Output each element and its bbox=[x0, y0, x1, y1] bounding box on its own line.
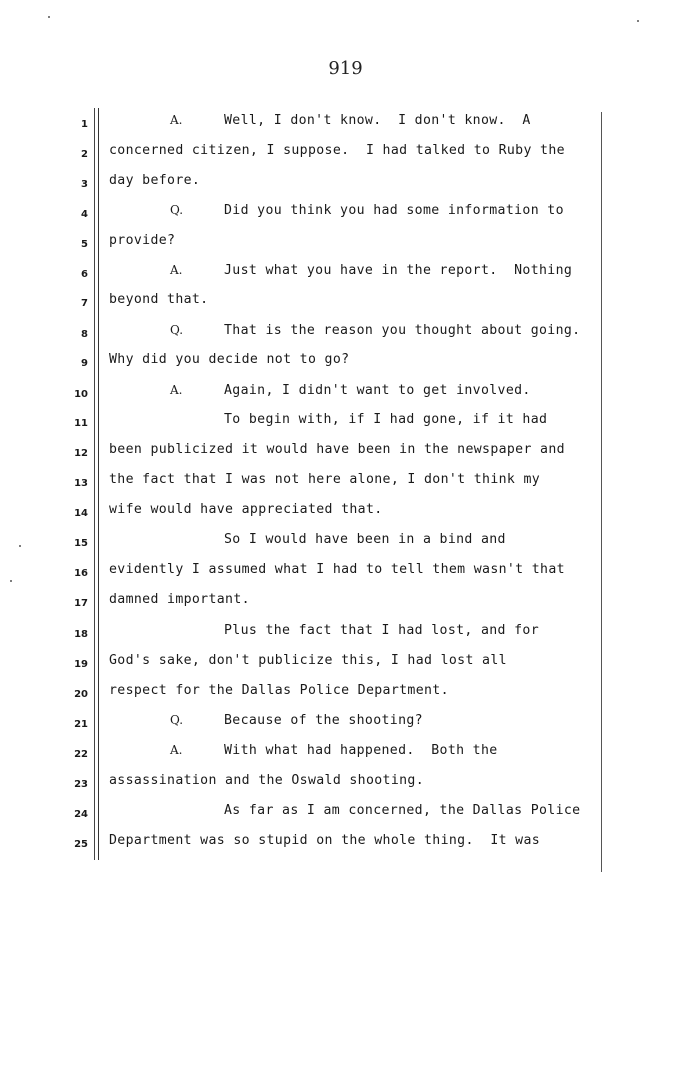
line-number: 14 bbox=[74, 508, 88, 519]
line-number: 18 bbox=[74, 629, 88, 640]
speaker-label: A. bbox=[170, 263, 183, 277]
line-number: 8 bbox=[81, 329, 88, 340]
line-text: Just what you have in the report. Nothing bbox=[224, 263, 573, 278]
line-number: 9 bbox=[81, 358, 88, 369]
line-number: 25 bbox=[74, 839, 88, 850]
transcript-line bbox=[0, 532, 691, 552]
page-number: 919 bbox=[328, 58, 363, 79]
line-text: Plus the fact that I had lost, and for bbox=[224, 623, 540, 638]
line-number: 20 bbox=[74, 689, 88, 700]
line-number: 10 bbox=[74, 389, 88, 400]
speaker-label: Q. bbox=[170, 203, 184, 217]
line-text: Well, I don't know. I don't know. A bbox=[224, 113, 531, 128]
line-text: provide? bbox=[109, 233, 176, 248]
line-text: assassination and the Oswald shooting. bbox=[109, 773, 425, 788]
line-text: respect for the Dallas Police Department. bbox=[109, 683, 449, 698]
transcript-line bbox=[0, 773, 691, 793]
scan-speck bbox=[48, 16, 50, 18]
transcript-line bbox=[0, 803, 691, 823]
line-number: 3 bbox=[81, 179, 88, 190]
line-text: damned important. bbox=[109, 592, 250, 607]
speaker-label: A. bbox=[170, 743, 183, 757]
transcript-line bbox=[0, 743, 691, 763]
transcript-line bbox=[0, 292, 691, 312]
speaker-label: Q. bbox=[170, 713, 184, 727]
line-text: the fact that I was not here alone, I don't think my bbox=[109, 472, 541, 487]
line-text: So I would have been in a bind and bbox=[224, 532, 506, 547]
transcript-line bbox=[0, 412, 691, 432]
line-number: 24 bbox=[74, 809, 88, 820]
line-text: day before. bbox=[109, 173, 201, 188]
transcript-line bbox=[0, 833, 691, 853]
line-number: 2 bbox=[81, 149, 88, 160]
line-number: 13 bbox=[74, 478, 88, 489]
transcript-line bbox=[0, 623, 691, 643]
transcript-line bbox=[0, 653, 691, 673]
line-text: been publicized it would have been in the newspaper and bbox=[109, 442, 565, 457]
speaker-label: A. bbox=[170, 113, 183, 127]
line-text: evidently I assumed what I had to tell them wasn't that bbox=[109, 562, 565, 577]
speaker-label: Q. bbox=[170, 323, 184, 337]
line-number: 6 bbox=[81, 269, 88, 280]
transcript-line bbox=[0, 263, 691, 283]
line-text: Because of the shooting? bbox=[224, 713, 423, 728]
line-text: Did you think you had some information to bbox=[224, 203, 564, 218]
line-text: That is the reason you thought about going. bbox=[224, 323, 581, 338]
line-text: beyond that. bbox=[109, 292, 209, 307]
line-text: Again, I didn't want to get involved. bbox=[224, 383, 531, 398]
transcript-line bbox=[0, 203, 691, 223]
line-number: 15 bbox=[74, 538, 88, 549]
line-text: Department was so stupid on the whole thing. It was bbox=[109, 833, 541, 848]
transcript-line bbox=[0, 383, 691, 403]
speaker-label: A. bbox=[170, 383, 183, 397]
line-text: wife would have appreciated that. bbox=[109, 502, 383, 517]
transcript-line bbox=[0, 592, 691, 612]
transcript-line bbox=[0, 472, 691, 492]
line-number: 11 bbox=[74, 418, 88, 429]
transcript-line bbox=[0, 713, 691, 733]
line-text: Why did you decide not to go? bbox=[109, 352, 350, 367]
line-number: 23 bbox=[74, 779, 88, 790]
transcript-line bbox=[0, 442, 691, 462]
line-number: 22 bbox=[74, 749, 88, 760]
line-text: As far as I am concerned, the Dallas Police bbox=[224, 803, 581, 818]
transcript-line bbox=[0, 233, 691, 253]
line-number: 12 bbox=[74, 448, 88, 459]
line-text: With what had happened. Both the bbox=[224, 743, 498, 758]
line-text: concerned citizen, I suppose. I had talked to Ruby the bbox=[109, 143, 565, 158]
transcript-line bbox=[0, 113, 691, 133]
line-text: To begin with, if I had gone, if it had bbox=[224, 412, 548, 427]
transcript-line bbox=[0, 173, 691, 193]
transcript-line bbox=[0, 562, 691, 582]
line-number: 21 bbox=[74, 719, 88, 730]
transcript-line bbox=[0, 323, 691, 343]
transcript-line bbox=[0, 352, 691, 372]
line-number: 19 bbox=[74, 659, 88, 670]
transcript-line bbox=[0, 143, 691, 163]
transcript-line bbox=[0, 683, 691, 703]
line-number: 7 bbox=[81, 298, 88, 309]
line-number: 17 bbox=[74, 598, 88, 609]
line-number: 16 bbox=[74, 568, 88, 579]
transcript-line bbox=[0, 502, 691, 522]
line-number: 4 bbox=[81, 209, 88, 220]
line-text: God's sake, don't publicize this, I had lost all bbox=[109, 653, 507, 668]
line-number: 1 bbox=[81, 119, 88, 130]
line-number: 5 bbox=[81, 239, 88, 250]
scan-speck bbox=[637, 20, 639, 22]
